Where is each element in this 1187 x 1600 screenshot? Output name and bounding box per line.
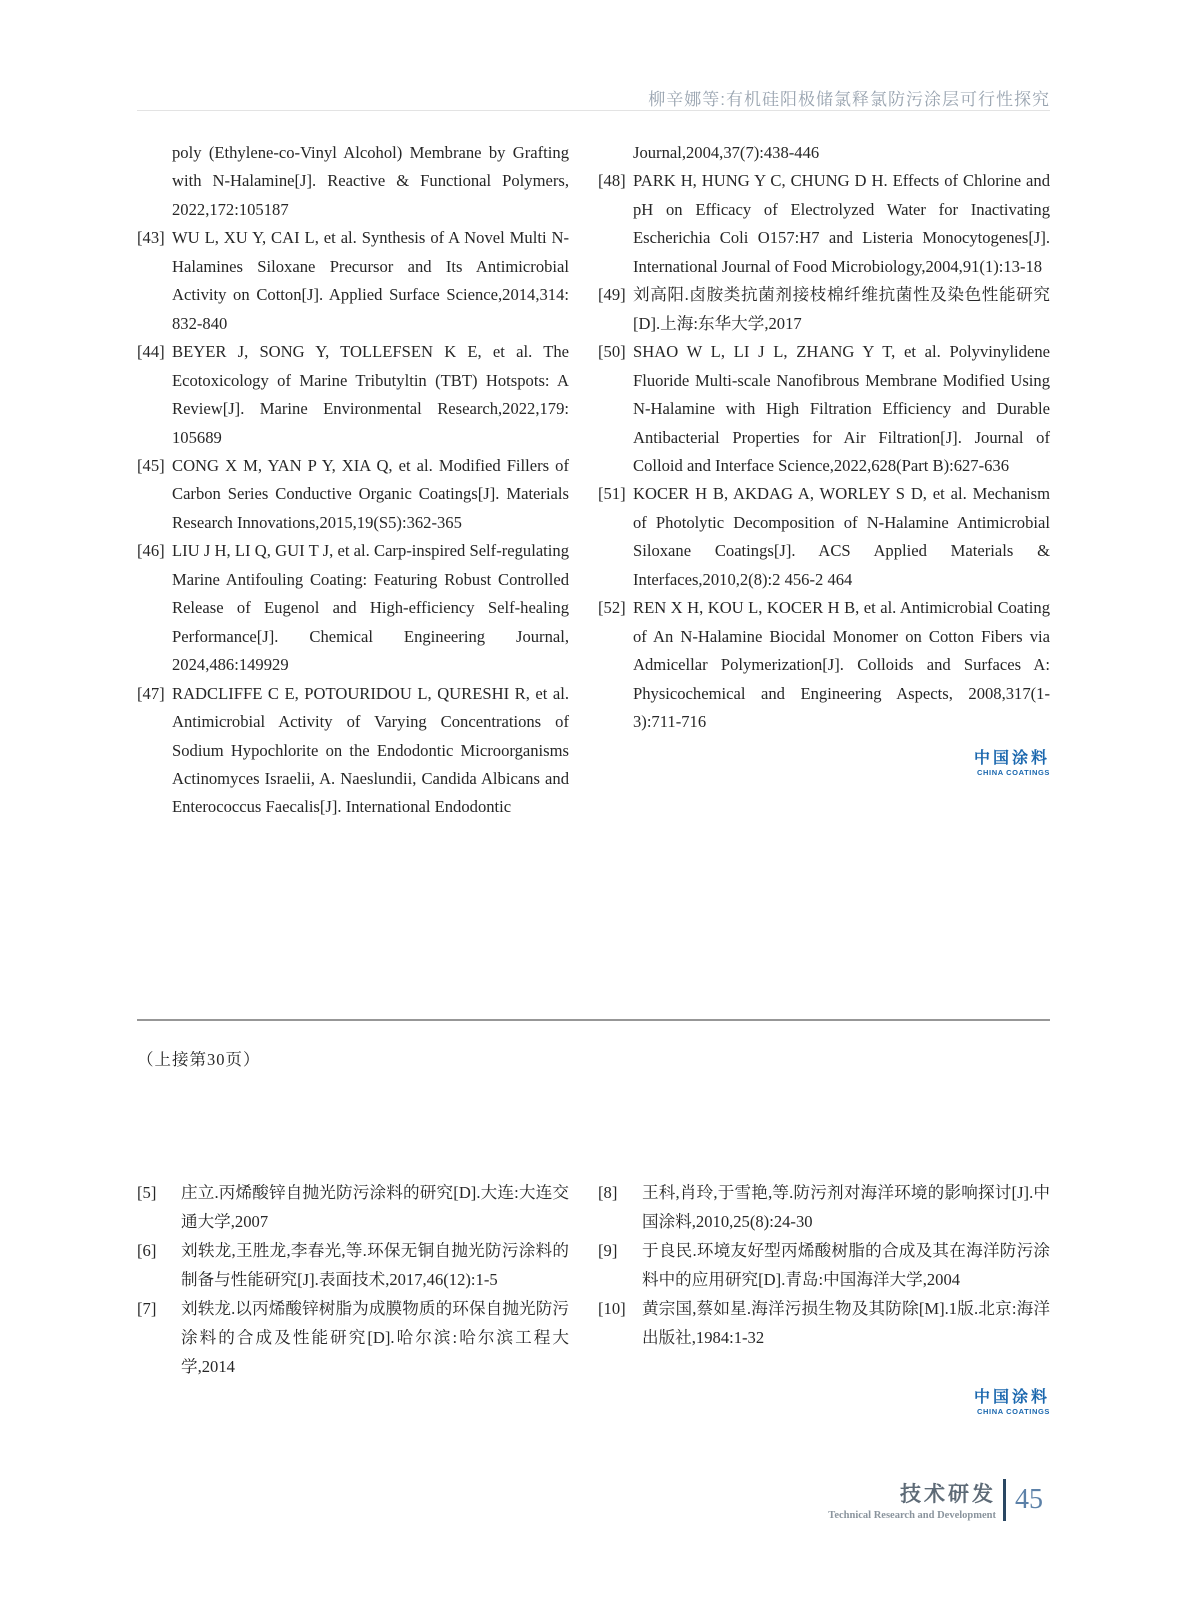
footer-divider-bar	[1003, 1479, 1006, 1521]
reference-item	[137, 1178, 569, 1236]
reference-number: [46]	[137, 541, 165, 561]
reference-text: BEYER J, SONG Y, TOLLEFSEN K E, et al. The Ecotoxicology of Marine Tributyltin (TBT) Hotspots: A Review[J]. Marine Environmental Research,2022,179: 105689	[172, 342, 569, 447]
section-divider-rule	[137, 1019, 1050, 1021]
china-coatings-logo-en-text: CHINA COATINGS	[977, 1407, 1050, 1417]
reference-number: [47]	[137, 683, 165, 703]
reference-item	[598, 338, 1050, 480]
page-number: 45	[1015, 1483, 1043, 1515]
references-top-left-column	[137, 139, 569, 822]
reference-number: [48]	[598, 171, 626, 191]
reference-number: [49]	[598, 285, 626, 305]
reference-item	[598, 594, 1050, 736]
reference-number: [44]	[137, 342, 165, 362]
reference-text: CONG X M, YAN P Y, XIA Q, et al. Modified Fillers of Carbon Series Conductive Organic Coatings[J]. Materials Research Innovations,2015,19(S5):362-365	[172, 455, 569, 532]
china-coatings-logo-en-text: CHINA COATINGS	[977, 767, 1050, 777]
reference-item	[598, 139, 1050, 167]
reference-text: SHAO W L, LI J L, ZHANG Y T, et al. Polyvinylidene Fluoride Multi-scale Nanofibrous Membrane Modified Using N-Halamine with High Filtration Efficiency and Durable Antibacterial Properties for Air Filtration[J]. Journal of Colloid and Interface Science,2022,628(Part B):627-636	[633, 342, 1050, 475]
reference-text: REN X H, KOU L, KOCER H B, et al. Antimicrobial Coating of An N-Halamine Biocidal Monomer on Cotton Fibers via Admicellar Polymerization[J]. Colloids and Surfaces A: Physicochemical and Engineering Aspects, 2008,317(1-3):711-716	[633, 598, 1050, 732]
reference-text: Journal,2004,37(7):438-446	[633, 143, 820, 162]
reference-text: 刘轶龙.以丙烯酸锌树脂为成膜物质的环保自抛光防污涂料的合成及性能研究[D].哈尔滨:哈尔滨工程大学,2014	[181, 1299, 569, 1376]
reference-number: [52]	[598, 598, 626, 618]
reference-number: [43]	[137, 228, 165, 248]
footer-section-title: 技术研发	[900, 1483, 996, 1506]
reference-text: 刘高阳.卤胺类抗菌剂接枝棉纤维抗菌性及染色性能研究[D].上海:东华大学,2017	[633, 285, 1050, 333]
china-coatings-logo	[598, 750, 1050, 778]
reference-number	[137, 139, 172, 224]
reference-item	[598, 281, 1050, 338]
footer-section-subtitle: Technical Research and Development	[828, 1510, 996, 1521]
reference-item	[137, 537, 569, 679]
reference-item	[598, 480, 1050, 594]
reference-item	[137, 1236, 569, 1294]
reference-item	[598, 1294, 1050, 1352]
reference-text: KOCER H B, AKDAG A, WORLEY S D, et al. Mechanism of Photolytic Decomposition of N-Halamine Antimicrobial Siloxane Coatings[J]. ACS Applied Materials & Interfaces,2010,2(8):2 456-2 464	[633, 484, 1050, 589]
references-bottom-right-column	[598, 1178, 1050, 1417]
reference-item	[137, 680, 569, 822]
reference-number: [10]	[598, 1299, 626, 1318]
reference-text: PARK H, HUNG Y C, CHUNG D H. Effects of Chlorine and pH on Efficacy of Electrolyzed Water for Inactivating Escherichia Coli O157:H7 and Listeria Monocytogenes[J]. International Journal of Food Microbiology,2004,91(1):13-18	[633, 171, 1050, 276]
reference-number: [50]	[598, 342, 626, 362]
reference-item	[137, 139, 569, 224]
reference-item	[137, 1294, 569, 1381]
running-header-title: 柳辛娜等:有机硅阳极储氯释氯防污涂层可行性探究	[648, 90, 1050, 109]
page-footer	[137, 1478, 1043, 1521]
reference-text: 黄宗国,蔡如星.海洋污损生物及其防除[M].1版.北京:海洋出版社,1984:1-32	[642, 1299, 1050, 1347]
reference-number: [7]	[137, 1299, 157, 1318]
header-rule	[137, 110, 1050, 111]
references-section-top	[137, 139, 1050, 822]
reference-number: [45]	[137, 455, 165, 475]
reference-item	[137, 452, 569, 537]
reference-number	[598, 139, 633, 167]
references-bottom-left-column	[137, 1178, 569, 1417]
reference-number: [5]	[137, 1183, 157, 1202]
reference-number: [8]	[598, 1183, 618, 1202]
reference-item	[137, 224, 569, 338]
footer-section-block	[828, 1478, 996, 1521]
reference-text: 刘轶龙,王胜龙,李春光,等.环保无铜自抛光防污涂料的制备与性能研究[J].表面技术,2017,46(12):1-5	[181, 1241, 569, 1289]
continuation-note: （上接第30页）	[137, 1050, 261, 1069]
reference-item	[598, 1178, 1050, 1236]
reference-text: RADCLIFFE C E, POTOURIDOU L, QURESHI R, et al. Antimicrobial Activity of Varying Concentrations of Sodium Hypochlorite on the Endodontic Microorganisms Actinomyces Israelii, A. Naeslundii, Candida Albicans and Enterococcus Faecalis[J]. International Endodontic	[172, 683, 569, 817]
reference-text: 于良民.环境友好型丙烯酸树脂的合成及其在海洋防污涂料中的应用研究[D].青岛:中国海洋大学,2004	[642, 1241, 1050, 1289]
reference-number: [51]	[598, 484, 626, 504]
reference-text: poly (Ethylene-co-Vinyl Alcohol) Membrane by Grafting with N-Halamine[J]. Reactive & Functional Polymers, 2022,172:105187	[172, 143, 569, 219]
china-coatings-logo	[598, 1389, 1050, 1417]
reference-item	[598, 167, 1050, 281]
china-coatings-logo-cn-text: 中国涂料	[973, 1389, 1050, 1406]
reference-text: 王科,肖玲,于雪艳,等.防污剂对海洋环境的影响探讨[J].中国涂料,2010,25(8):24-30	[642, 1183, 1050, 1231]
reference-item	[598, 1236, 1050, 1294]
references-top-right-column	[598, 139, 1050, 822]
china-coatings-logo-cn-text: 中国涂料	[973, 749, 1050, 767]
references-section-bottom	[137, 1178, 1050, 1417]
reference-text: LIU J H, LI Q, GUI T J, et al. Carp-inspired Self-regulating Marine Antifouling Coating: Featuring Robust Controlled Release of Eugenol and High-efficiency Self-healing Performance[J]. Chemical Engineering Journal, 2024,486:149929	[172, 541, 569, 675]
reference-number: [9]	[598, 1241, 618, 1260]
reference-text: 庄立.丙烯酸锌自抛光防污涂料的研究[D].大连:大连交通大学,2007	[181, 1183, 569, 1231]
reference-item	[137, 338, 569, 452]
reference-text: WU L, XU Y, CAI L, et al. Synthesis of A Novel Multi N-Halamines Siloxane Precursor and Its Antimicrobial Activity on Cotton[J]. Applied Surface Science,2014,314: 832-840	[172, 228, 569, 333]
reference-number: [6]	[137, 1241, 157, 1260]
